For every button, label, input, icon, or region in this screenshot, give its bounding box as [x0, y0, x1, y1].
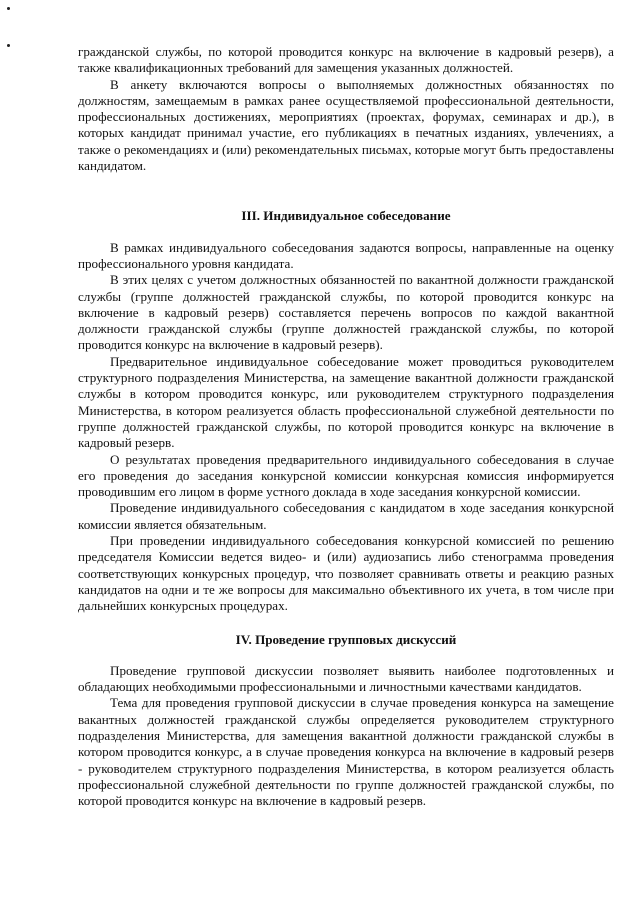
section-heading: IV. Проведение групповых дискуссий	[235, 631, 457, 647]
paragraph: гражданской службы, по которой проводится конкурс на включение в кадровый резерв), а также квалификационных требований для замещения указанных должностей.	[78, 44, 614, 76]
paragraph: Предварительное индивидуальное собеседование может проводиться руководителем структурного подразделения Министерства, на замещение вакантной должности гражданской службы в котором проводится конкурс, или руководителем структурного подразделения Министерства, в котором реализуется область профессиональной служебной деятельности по группе должностей гражданской службы, по которой проводится конкурс на включение в кадровый резерв.	[78, 353, 614, 451]
scan-speck	[7, 7, 10, 10]
section-heading: III. Индивидуальное собеседование	[241, 208, 451, 224]
paragraph: В рамках индивидуального собеседования задаются вопросы, направленные на оценку профессионального уровня кандидата.	[78, 239, 614, 271]
paragraph: Проведение групповой дискуссии позволяет выявить наиболее подготовленных и обладающих необходимыми профессиональными и личностными качествами кандидатов.	[78, 662, 614, 695]
paragraph: Тема для проведения групповой дискуссии в случае проведения конкурса на замещение вакантных должностей гражданской службы определяется руководителем структурного подразделения Министерства, для замещения вакантной должности гражданской службы в котором проводится конкурс, а в случае проведения конкурса на включение в кадровый резерв - руководителем структурного подразделения Министерства, в котором реализуется область профессиональной служебной деятельности по группе должностей гражданской службы, по которой проводится конкурс на включение в кадровый резерв.	[78, 695, 614, 809]
paragraph: Проведение индивидуального собеседования с кандидатом в ходе заседания конкурсной комиссии является обязательным.	[78, 500, 614, 532]
paragraph: В этих целях с учетом должностных обязанностей по вакантной должности гражданской службы (группе должностей гражданской службы, по которой проводится конкурс на включение в кадровый резерв) составляется перечень вопросов по каждой вакантной должности гражданской службы (группе должностей гражданской службы, по которой проводится конкурс на включение в кадровый резерв).	[78, 272, 614, 353]
document-body	[78, 44, 614, 809]
paragraph: При проведении индивидуального собеседования конкурсной комиссией по решению председателя Комиссии ведется видео- и (или) аудиозапись либо стенограмма проведения соответствующих конкурсных процедур, что позволяет сравнивать ответы и реакцию разных кандидатов на одни и те же вопросы для максимально объективного их учета, в том числе при дальнейших конкурсных процедурах.	[78, 533, 614, 614]
scan-speck	[7, 44, 10, 47]
paragraph: В анкету включаются вопросы о выполняемых должностных обязанностях по должностям, замещаемым в рамках ранее осуществляемой профессиональной деятельности, профессиональных достижениях, мероприятиях (проектах, форумах, семинарах и др.), в которых кандидат принимал участие, его публикациях в печатных изданиях, увлечениях, а также о рекомендациях и (или) рекомендательных письмах, которые могут быть предоставлены кандидатом.	[78, 76, 614, 174]
paragraph: О результатах проведения предварительного индивидуального собеседования в случае его проведения до заседания конкурсной комиссии конкурсная комиссия информируется проводившим его лицом в форме устного доклада в ходе заседания конкурсной комиссии.	[78, 451, 614, 500]
